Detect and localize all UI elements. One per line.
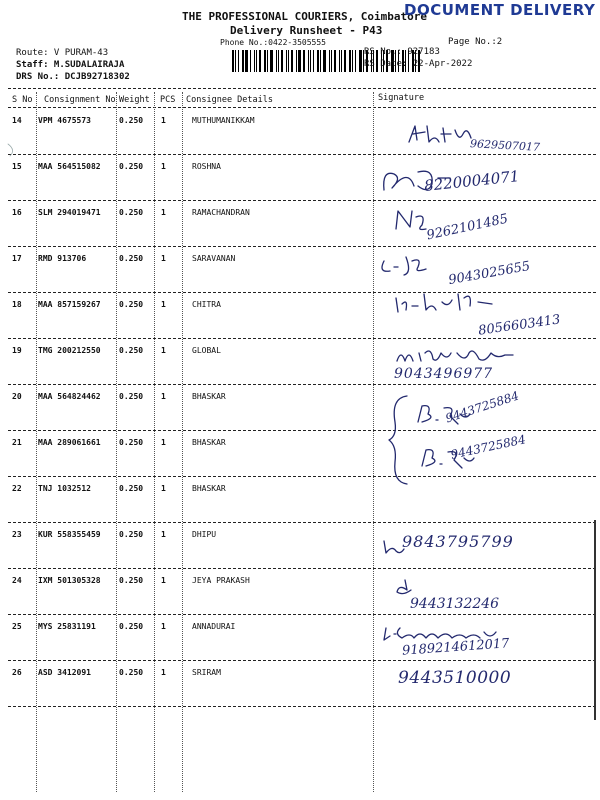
row-rule: [8, 338, 596, 339]
consignee-cell: ANNADURAI: [192, 622, 236, 631]
row-rule: [8, 660, 596, 661]
sno-cell: 26: [12, 668, 22, 677]
consignment-cell: SLM 294019471: [38, 208, 101, 217]
row-rule: [8, 568, 596, 569]
pcs-cell: 1: [161, 622, 166, 631]
weight-cell: 0.250: [119, 346, 144, 355]
handwritten-phone: 9843795799: [402, 532, 514, 551]
barcode-bar: [355, 50, 356, 72]
handwritten-phone: 9629507017: [469, 137, 541, 154]
drs-number: DRS No.: DCJB92718302: [16, 72, 130, 82]
handwritten-phone: 8220004071: [423, 167, 521, 195]
staff-label: Staff: M.SUDALAIRAJA: [16, 60, 125, 70]
weight-cell: 0.250: [119, 392, 144, 401]
consignment-cell: MAA 289061661: [38, 438, 101, 447]
pcs-cell: 1: [161, 576, 166, 585]
row-rule: [8, 384, 596, 385]
sno-cell: 20: [12, 392, 22, 401]
consignment-cell: VPM 4675573: [38, 116, 91, 125]
weight-cell: 0.250: [119, 208, 144, 217]
pcs-cell: 1: [161, 346, 166, 355]
handwritten-phone: 9443510000: [398, 668, 512, 688]
consignee-cell: CHITRA: [192, 300, 221, 309]
barcode-bar: [242, 50, 244, 72]
barcode-bar: [245, 50, 248, 72]
barcode-bar: [232, 50, 234, 72]
column-header-sno: S No: [12, 95, 33, 105]
barcode-bar: [352, 50, 353, 72]
row-rule: [8, 522, 596, 523]
barcode-bar: [276, 50, 277, 72]
consignment-cell: MAA 564824462: [38, 392, 101, 401]
pcs-cell: 1: [161, 392, 166, 401]
row-rule: [8, 154, 596, 155]
handwritten-phone: 9043025655: [447, 258, 532, 289]
sno-cell: 22: [12, 484, 22, 493]
route-label: Route: V PURAM-43: [16, 48, 109, 58]
barcode-bar: [291, 50, 293, 72]
consignee-cell: SRIRAM: [192, 668, 221, 677]
table-row: [0, 482, 600, 528]
signature-bracket: [383, 392, 413, 488]
barcode-bar: [329, 50, 330, 72]
column-header-weight: Weight: [119, 95, 150, 105]
barcode-bar: [308, 50, 309, 72]
column-header-pcs: PCS: [160, 95, 176, 105]
barcode-bar: [256, 50, 257, 72]
handwritten-phone: 8056603413: [477, 312, 562, 339]
table-row: [0, 114, 600, 160]
barcode-bar: [313, 50, 314, 72]
weight-cell: 0.250: [119, 576, 144, 585]
handwritten-phone: 9189214612017: [401, 636, 510, 659]
signature-scribble: [392, 288, 532, 316]
consignment-cell: MYS 25831191: [38, 622, 96, 631]
barcode-bar: [238, 50, 239, 72]
row-rule: [8, 430, 596, 431]
barcode-bar: [320, 50, 321, 72]
rs-date: RS Date: 22-Apr-2022: [364, 59, 473, 69]
weight-cell: 0.250: [119, 162, 144, 171]
pcs-cell: 1: [161, 208, 166, 217]
barcode-bar: [281, 50, 283, 72]
barcode-bar: [288, 50, 289, 72]
row-rule: [8, 200, 596, 201]
barcode-bar: [250, 50, 251, 72]
consignee-cell: RAMACHANDRAN: [192, 208, 250, 217]
consignee-cell: SARAVANAN: [192, 254, 236, 263]
weight-cell: 0.250: [119, 668, 144, 677]
header-bottom-rule: [8, 107, 596, 108]
barcode-bar: [359, 50, 362, 72]
barcode-bar: [339, 50, 340, 72]
barcode-bar: [278, 50, 279, 72]
barcode-bar: [334, 50, 336, 72]
signature-scribble: [393, 343, 523, 367]
consignment-cell: MAA 564515082: [38, 162, 101, 171]
barcode-bar: [298, 50, 301, 72]
scan-edge: [594, 520, 596, 720]
weight-cell: 0.250: [119, 484, 144, 493]
handwritten-phone: 9262101485: [425, 211, 510, 244]
consignment-cell: MAA 857159267: [38, 300, 101, 309]
sheet-title: Delivery Runsheet - P43: [230, 24, 383, 37]
margin-mark: [4, 140, 24, 160]
barcode-bar: [310, 50, 311, 72]
barcode-bar: [264, 50, 266, 72]
handwritten-phone: 9443725884: [449, 432, 527, 462]
column-header-signature: Signature: [378, 93, 425, 103]
consignee-cell: MUTHUMANIKKAM: [192, 116, 255, 125]
barcode-bar: [323, 50, 326, 72]
consignee-cell: GLOBAL: [192, 346, 221, 355]
handwritten-phone: 9443132246: [410, 596, 500, 612]
pcs-cell: 1: [161, 116, 166, 125]
pcs-cell: 1: [161, 254, 166, 263]
barcode-bar: [331, 50, 332, 72]
rs-number: RS No.: 927183: [364, 47, 440, 57]
consignment-cell: RMD 913706: [38, 254, 87, 263]
handwritten-phone: 9443725884: [443, 388, 521, 426]
sno-cell: 24: [12, 576, 22, 585]
pcs-cell: 1: [161, 484, 166, 493]
weight-cell: 0.250: [119, 116, 144, 125]
barcode-bar: [349, 50, 351, 72]
barcode-bar: [344, 50, 346, 72]
barcode-bar: [341, 50, 342, 72]
row-rule: [8, 706, 596, 707]
barcode-bar: [286, 50, 287, 72]
barcode-bar: [254, 50, 255, 72]
barcode-bar: [270, 50, 273, 72]
handwritten-phone: 9043496977: [394, 366, 494, 382]
weight-cell: 0.250: [119, 530, 144, 539]
document-delivery-stamp: DOCUMENT DELIVERY: [404, 1, 596, 19]
table-row: [0, 206, 600, 252]
header-top-rule: [8, 88, 596, 89]
barcode-bar: [303, 50, 305, 72]
consignment-cell: ASD 3412091: [38, 668, 91, 677]
sno-cell: 18: [12, 300, 22, 309]
row-rule: [8, 614, 596, 615]
weight-cell: 0.250: [119, 254, 144, 263]
consignment-cell: TNJ 1032512: [38, 484, 91, 493]
consignee-cell: JEYA PRAKASH: [192, 576, 250, 585]
barcode-bar: [267, 50, 268, 72]
weight-cell: 0.250: [119, 300, 144, 309]
consignee-cell: DHIPU: [192, 530, 217, 539]
company-name: THE PROFESSIONAL COURIERS, Coimbatore: [182, 10, 428, 23]
pcs-cell: 1: [161, 300, 166, 309]
phone-number: Phone No.:0422-3505555: [220, 38, 326, 47]
sno-cell: 23: [12, 530, 22, 539]
table-row: [0, 574, 600, 620]
barcode-bar: [259, 50, 261, 72]
pcs-cell: 1: [161, 438, 166, 447]
page-number: Page No.:2: [448, 37, 503, 47]
signature-scribble: [378, 253, 438, 279]
sno-cell: 15: [12, 162, 22, 171]
sno-cell: 25: [12, 622, 22, 631]
sno-cell: 21: [12, 438, 22, 447]
weight-cell: 0.250: [119, 622, 144, 631]
pcs-cell: 1: [161, 530, 166, 539]
pcs-cell: 1: [161, 162, 166, 171]
consignment-cell: TMG 200212550: [38, 346, 101, 355]
sno-cell: 16: [12, 208, 22, 217]
consignee-cell: BHASKAR: [192, 392, 226, 401]
sno-cell: 17: [12, 254, 22, 263]
pcs-cell: 1: [161, 668, 166, 677]
consignment-cell: KUR 558355459: [38, 530, 101, 539]
consignee-cell: ROSHNA: [192, 162, 221, 171]
barcode-bar: [317, 50, 319, 72]
signature-scribble: [393, 578, 415, 596]
consignee-cell: BHASKAR: [192, 438, 226, 447]
column-header-consignee: Consignee Details: [186, 95, 273, 105]
sno-cell: 19: [12, 346, 22, 355]
barcode-bar: [296, 50, 297, 72]
weight-cell: 0.250: [119, 438, 144, 447]
row-rule: [8, 476, 596, 477]
consignee-cell: BHASKAR: [192, 484, 226, 493]
column-header-consignment: Consignment No: [44, 95, 116, 105]
barcode-bar: [235, 50, 236, 72]
sno-cell: 14: [12, 116, 22, 125]
consignment-cell: IXM 501305328: [38, 576, 101, 585]
row-rule: [8, 246, 596, 247]
